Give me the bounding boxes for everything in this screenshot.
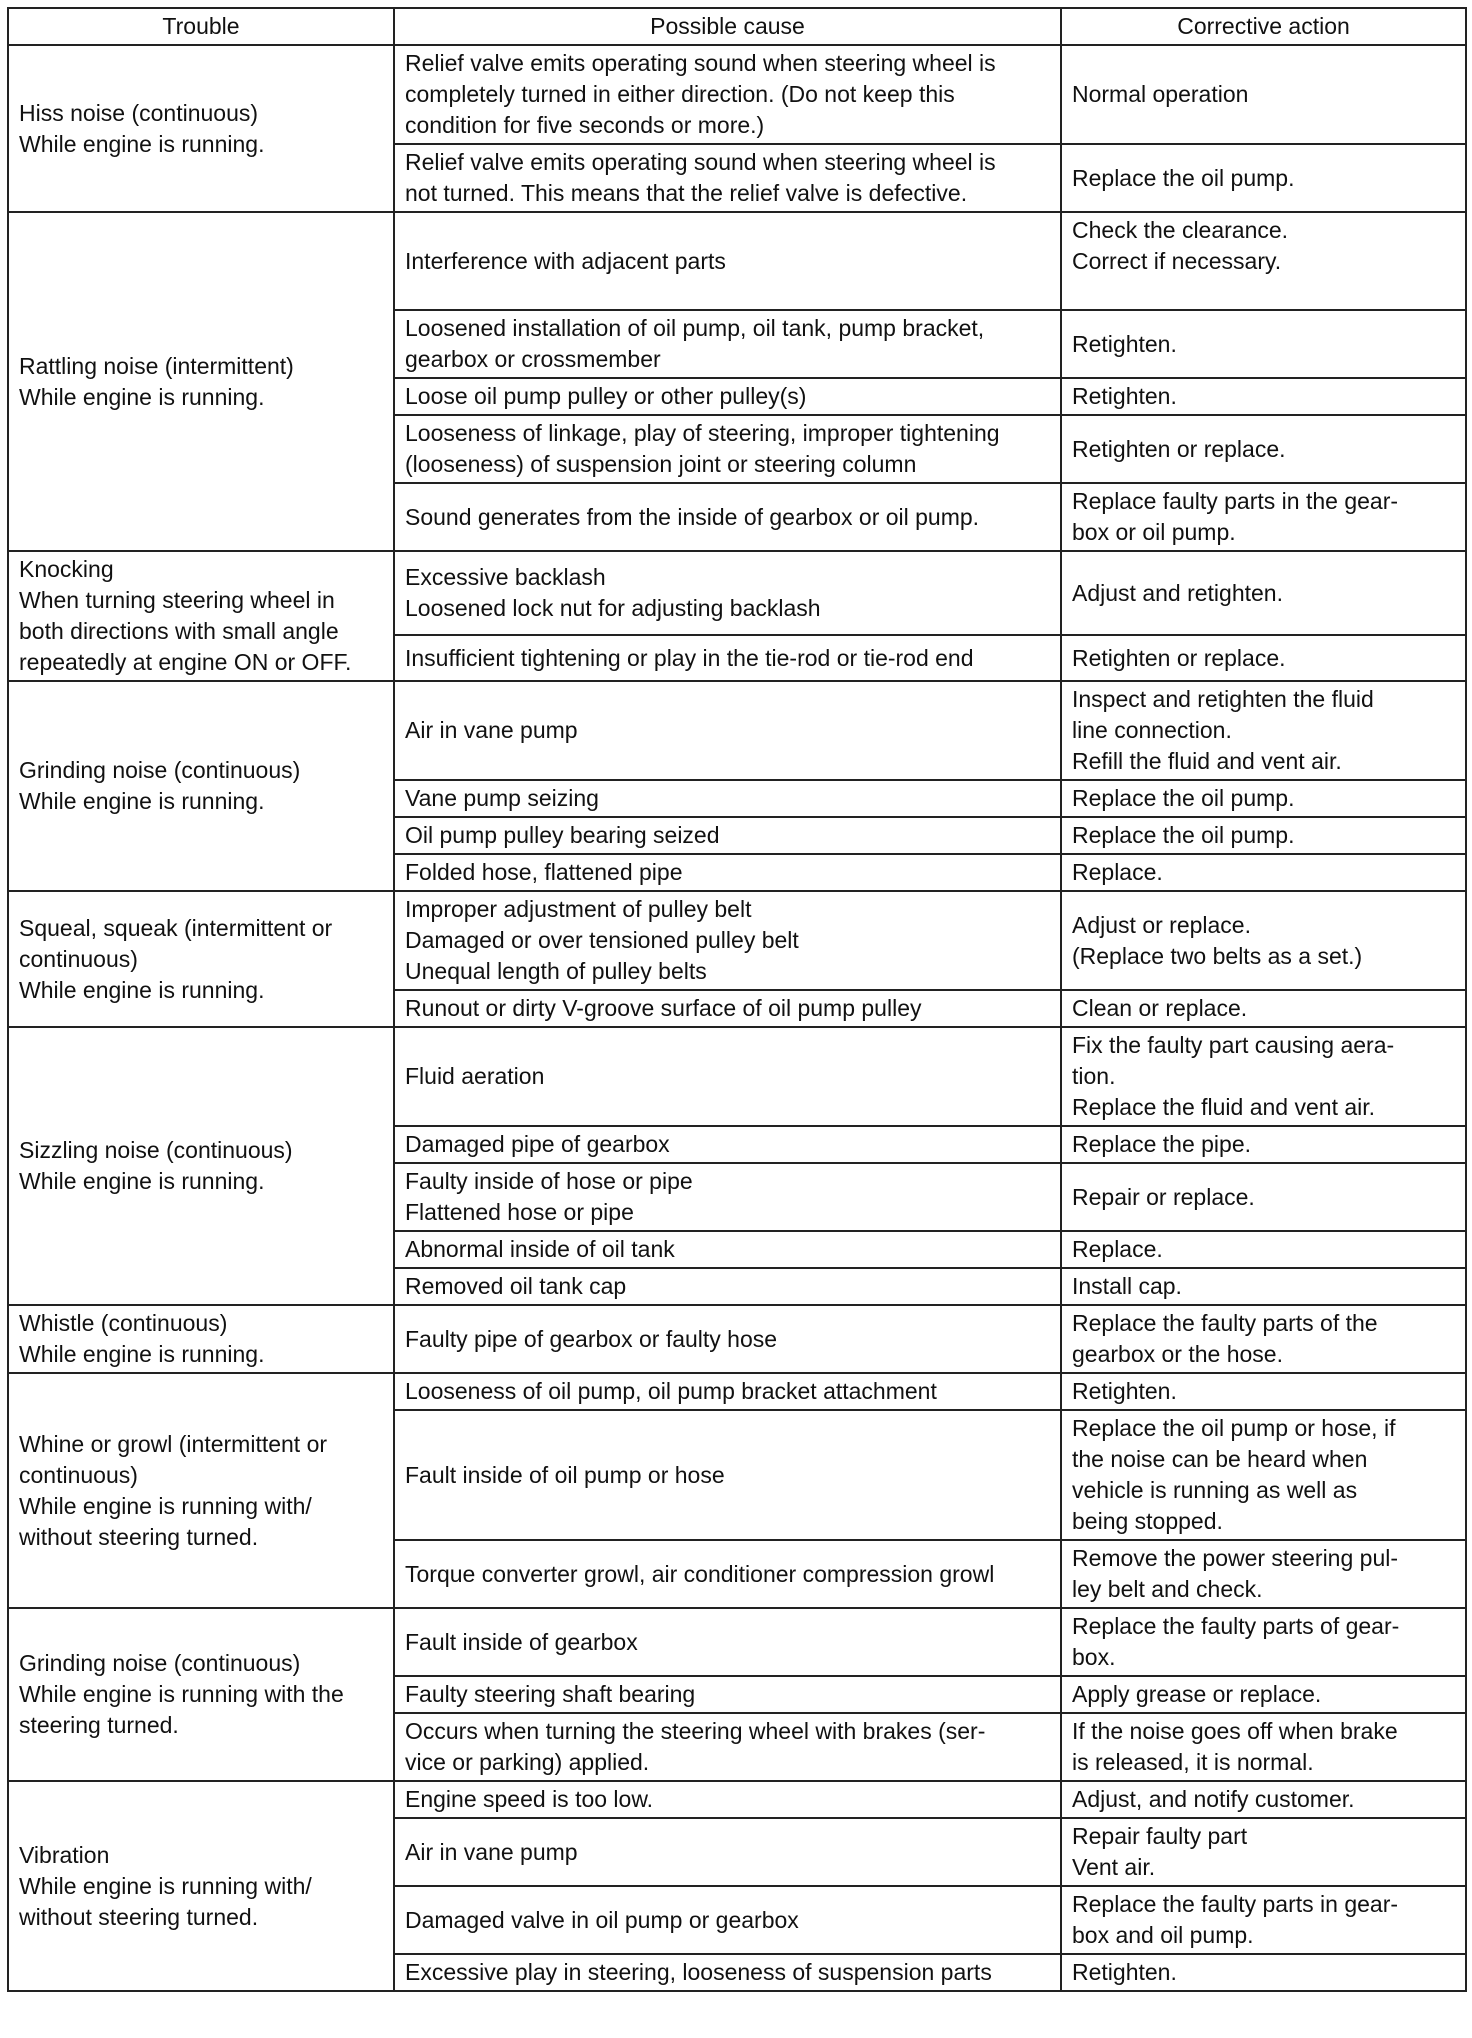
cause-text: Looseness of linkage, play of steering, improper tightening	[405, 420, 1000, 446]
action-text: Adjust, and notify customer.	[1072, 1786, 1355, 1812]
cause-text: Loosened lock nut for adjusting backlash	[405, 595, 821, 622]
action-cell	[1061, 1540, 1466, 1608]
action-cell	[1061, 1886, 1466, 1954]
trouble-text: While engine is running.	[19, 1341, 265, 1367]
cause-cell	[394, 378, 1061, 415]
cause-text: Faulty inside of hose or pipe	[405, 1168, 693, 1194]
trouble-cell	[8, 1373, 394, 1608]
cause-cell	[394, 891, 1061, 990]
table-row	[8, 681, 1466, 780]
action-cell	[1061, 1818, 1466, 1886]
action-text: Apply grease or replace.	[1072, 1681, 1322, 1707]
action-cell	[1061, 1126, 1466, 1163]
action-text: Normal operation	[1072, 81, 1249, 107]
action-text: being stopped.	[1072, 1508, 1223, 1534]
table-row	[8, 1781, 1466, 1818]
action-text: vehicle is running as well as	[1072, 1477, 1358, 1503]
table-row	[8, 212, 1466, 310]
trouble-cell	[8, 1608, 394, 1781]
troubleshooting-page	[7, 7, 1465, 1992]
action-text: box or oil pump.	[1072, 519, 1236, 545]
cause-cell	[394, 1608, 1061, 1676]
action-cell	[1061, 483, 1466, 551]
action-cell	[1061, 1410, 1466, 1540]
cause-text: Looseness of oil pump, oil pump bracket attachment	[405, 1378, 937, 1404]
action-cell	[1061, 990, 1466, 1027]
action-cell	[1061, 1231, 1466, 1268]
action-text: (Replace two belts as a set.)	[1072, 942, 1363, 969]
cause-text: Occurs when turning the steering wheel with brakes (ser-	[405, 1718, 986, 1744]
trouble-text: While engine is running.	[19, 788, 265, 814]
cause-cell	[394, 415, 1061, 483]
cause-cell	[394, 780, 1061, 817]
action-text: Replace.	[1072, 1236, 1163, 1262]
action-text: Retighten or replace.	[1072, 644, 1286, 671]
action-cell	[1061, 45, 1466, 144]
table-row	[8, 1027, 1466, 1126]
trouble-cell	[8, 45, 394, 212]
action-text: Replace the oil pump.	[1072, 785, 1295, 811]
cause-text: Unequal length of pulley belts	[405, 958, 707, 984]
cause-text: Insufficient tightening or play in the tie-rod or tie-rod end	[405, 644, 974, 671]
action-cell	[1061, 635, 1466, 681]
cause-text: not turned. This means that the relief valve is defective.	[405, 180, 968, 206]
action-text: box and oil pump.	[1072, 1922, 1254, 1948]
action-text: Replace the fluid and vent air.	[1072, 1094, 1376, 1120]
trouble-cell	[8, 1781, 394, 1991]
header-possible-cause: Possible cause	[394, 8, 1061, 45]
action-cell	[1061, 1163, 1466, 1231]
table-row	[8, 1373, 1466, 1410]
trouble-text: Rattling noise (intermittent)	[19, 352, 294, 379]
action-cell	[1061, 1676, 1466, 1713]
cause-cell	[394, 1268, 1061, 1305]
cause-cell	[394, 144, 1061, 212]
action-text: Replace the faulty parts of the	[1072, 1310, 1378, 1336]
action-cell	[1061, 780, 1466, 817]
trouble-cell	[8, 891, 394, 1027]
cause-cell	[394, 1818, 1061, 1886]
action-cell	[1061, 1373, 1466, 1410]
cause-text: Relief valve emits operating sound when steering wheel is	[405, 50, 996, 76]
action-text: ley belt and check.	[1072, 1576, 1263, 1602]
cause-text: Loosened installation of oil pump, oil tank, pump bracket,	[405, 315, 985, 341]
cause-cell	[394, 1126, 1061, 1163]
table-row	[8, 551, 1466, 635]
table-row	[8, 891, 1466, 990]
action-cell	[1061, 551, 1466, 635]
action-cell	[1061, 1608, 1466, 1676]
action-text: box.	[1072, 1644, 1116, 1670]
trouble-cell	[8, 1305, 394, 1373]
header-row	[8, 8, 1466, 45]
action-cell	[1061, 854, 1466, 891]
cause-text: gearbox or crossmember	[405, 346, 661, 372]
action-cell	[1061, 415, 1466, 483]
action-text: Repair faulty part	[1072, 1823, 1248, 1849]
action-text: Replace the faulty parts in gear-	[1072, 1891, 1399, 1917]
cause-text: Improper adjustment of pulley belt	[405, 896, 752, 922]
action-cell	[1061, 1305, 1466, 1373]
trouble-text: While engine is running with the	[19, 1681, 344, 1707]
action-text: Adjust or replace.	[1072, 911, 1251, 938]
cause-cell	[394, 1954, 1061, 1991]
cause-text: Faulty pipe of gearbox or faulty hose	[405, 1325, 778, 1352]
action-text: Adjust and retighten.	[1072, 579, 1283, 606]
trouble-cell	[8, 212, 394, 551]
trouble-text: While engine is running with/	[19, 1492, 312, 1519]
trouble-cell	[8, 551, 394, 681]
trouble-text: continuous)	[19, 1461, 138, 1488]
cause-text: Interference with adjacent parts	[405, 247, 726, 274]
trouble-text: Squeal, squeak (intermittent or	[19, 914, 333, 941]
cause-text: Sound generates from the inside of gearbox or oil pump.	[405, 503, 980, 530]
cause-text: Excessive backlash	[405, 564, 606, 591]
cause-text: Air in vane pump	[405, 1838, 578, 1865]
trouble-cell	[8, 1027, 394, 1305]
cause-text: Air in vane pump	[405, 717, 578, 743]
cause-cell	[394, 1713, 1061, 1781]
trouble-text: Whistle (continuous)	[19, 1310, 228, 1336]
action-text: Fix the faulty part causing aera-	[1072, 1032, 1395, 1058]
cause-text: Damaged valve in oil pump or gearbox	[405, 1906, 799, 1933]
cause-text: Abnormal inside of oil tank	[405, 1236, 675, 1262]
cause-text: Folded hose, flattened pipe	[405, 859, 683, 885]
cause-cell	[394, 1373, 1061, 1410]
cause-text: Damaged or over tensioned pulley belt	[405, 927, 799, 953]
cause-cell	[394, 310, 1061, 378]
action-text: Correct if necessary.	[1072, 248, 1282, 274]
trouble-text: repeatedly at engine ON or OFF.	[19, 649, 352, 675]
cause-text: Vane pump seizing	[405, 785, 599, 811]
action-text: is released, it is normal.	[1072, 1749, 1314, 1775]
cause-text: Damaged pipe of gearbox	[405, 1131, 670, 1157]
action-text: Replace the pipe.	[1072, 1131, 1252, 1157]
action-text: Install cap.	[1072, 1273, 1182, 1299]
cause-text: Fault inside of gearbox	[405, 1628, 638, 1655]
table-row	[8, 1608, 1466, 1676]
cause-cell	[394, 1305, 1061, 1373]
cause-text: Relief valve emits operating sound when steering wheel is	[405, 149, 996, 175]
action-text: Retighten.	[1072, 1378, 1177, 1404]
action-cell	[1061, 817, 1466, 854]
action-text: Replace the oil pump.	[1072, 822, 1295, 848]
trouble-text: While engine is running.	[19, 976, 265, 1003]
action-cell	[1061, 1268, 1466, 1305]
cause-cell	[394, 1886, 1061, 1954]
cause-cell	[394, 681, 1061, 780]
action-text: the noise can be heard when	[1072, 1446, 1368, 1472]
action-text: Replace the oil pump.	[1072, 164, 1295, 191]
trouble-text: continuous)	[19, 945, 138, 972]
trouble-text: both directions with small angle	[19, 618, 339, 644]
trouble-text: without steering turned.	[19, 1523, 259, 1550]
action-text: Retighten.	[1072, 1959, 1177, 1985]
trouble-text: Whine or growl (intermittent or	[19, 1430, 328, 1457]
trouble-text: While engine is running.	[19, 130, 265, 157]
cause-cell	[394, 854, 1061, 891]
trouble-text: without steering turned.	[19, 1903, 259, 1930]
cause-text: vice or parking) applied.	[405, 1749, 650, 1775]
trouble-text: While engine is running.	[19, 383, 265, 410]
header-trouble: Trouble	[8, 8, 394, 45]
cause-cell	[394, 1163, 1061, 1231]
header-corrective-action: Corrective action	[1061, 8, 1466, 45]
cause-text: condition for five seconds or more.)	[405, 112, 765, 138]
action-text: Repair or replace.	[1072, 1183, 1255, 1210]
cause-text: Fault inside of oil pump or hose	[405, 1461, 725, 1488]
cause-text: Oil pump pulley bearing seized	[405, 822, 720, 848]
action-cell	[1061, 1027, 1466, 1126]
cause-text: completely turned in either direction. (Do not keep this	[405, 81, 955, 107]
action-cell	[1061, 212, 1466, 310]
action-cell	[1061, 681, 1466, 780]
trouble-text: While engine is running with/	[19, 1872, 312, 1899]
trouble-text: When turning steering wheel in	[19, 587, 335, 613]
table-row	[8, 45, 1466, 144]
table-body	[8, 45, 1466, 1991]
action-cell	[1061, 1781, 1466, 1818]
action-text: Clean or replace.	[1072, 995, 1248, 1021]
trouble-text: Sizzling noise (continuous)	[19, 1137, 293, 1163]
trouble-text: Grinding noise (continuous)	[19, 757, 301, 783]
trouble-text: steering turned.	[19, 1712, 179, 1738]
cause-text: Flattened hose or pipe	[405, 1199, 634, 1225]
action-text: Check the clearance.	[1072, 217, 1289, 243]
cause-cell	[394, 45, 1061, 144]
trouble-text: Grinding noise (continuous)	[19, 1650, 301, 1676]
action-text: tion.	[1072, 1063, 1116, 1089]
table-row	[8, 1305, 1466, 1373]
cause-cell	[394, 1231, 1061, 1268]
action-text: Retighten or replace.	[1072, 435, 1286, 462]
action-cell	[1061, 1954, 1466, 1991]
cause-cell	[394, 990, 1061, 1027]
cause-cell	[394, 551, 1061, 635]
trouble-text: While engine is running.	[19, 1168, 265, 1194]
action-cell	[1061, 144, 1466, 212]
trouble-cell	[8, 681, 394, 891]
cause-text: Removed oil tank cap	[405, 1273, 627, 1299]
cause-cell	[394, 1676, 1061, 1713]
cause-cell	[394, 817, 1061, 854]
action-cell	[1061, 1713, 1466, 1781]
trouble-text: Knocking	[19, 556, 114, 582]
action-cell	[1061, 378, 1466, 415]
trouble-text: Hiss noise (continuous)	[19, 99, 259, 126]
action-text: Replace.	[1072, 859, 1163, 885]
cause-cell	[394, 1027, 1061, 1126]
action-cell	[1061, 310, 1466, 378]
cause-text: Faulty steering shaft bearing	[405, 1681, 696, 1707]
cause-text: Runout or dirty V-groove surface of oil pump pulley	[405, 995, 922, 1021]
action-text: Replace faulty parts in the gear-	[1072, 488, 1399, 514]
cause-text: Loose oil pump pulley or other pulley(s)	[405, 383, 807, 409]
cause-text: Excessive play in steering, looseness of suspension parts	[405, 1959, 992, 1985]
action-text: Remove the power steering pul-	[1072, 1545, 1398, 1571]
cause-cell	[394, 1781, 1061, 1818]
action-text: Vent air.	[1072, 1854, 1156, 1880]
troubleshooting-table	[7, 7, 1467, 1992]
cause-cell	[394, 212, 1061, 310]
cause-cell	[394, 483, 1061, 551]
cause-cell	[394, 1410, 1061, 1540]
action-text: Inspect and retighten the fluid	[1072, 686, 1374, 712]
action-text: Replace the faulty parts of gear-	[1072, 1613, 1400, 1639]
action-text: gearbox or the hose.	[1072, 1341, 1283, 1367]
trouble-text: Vibration	[19, 1841, 110, 1868]
action-text: Retighten.	[1072, 383, 1177, 409]
cause-text: Fluid aeration	[405, 1063, 545, 1089]
action-text: Refill the fluid and vent air.	[1072, 748, 1342, 774]
action-cell	[1061, 891, 1466, 990]
cause-text: Engine speed is too low.	[405, 1786, 654, 1812]
cause-cell	[394, 635, 1061, 681]
action-text: Retighten.	[1072, 330, 1177, 357]
cause-cell	[394, 1540, 1061, 1608]
cause-text: (looseness) of suspension joint or steering column	[405, 451, 917, 477]
action-text: If the noise goes off when brake	[1072, 1718, 1398, 1744]
action-text: line connection.	[1072, 717, 1232, 743]
cause-text: Torque converter growl, air conditioner compression growl	[405, 1560, 995, 1587]
action-text: Replace the oil pump or hose, if	[1072, 1415, 1396, 1441]
